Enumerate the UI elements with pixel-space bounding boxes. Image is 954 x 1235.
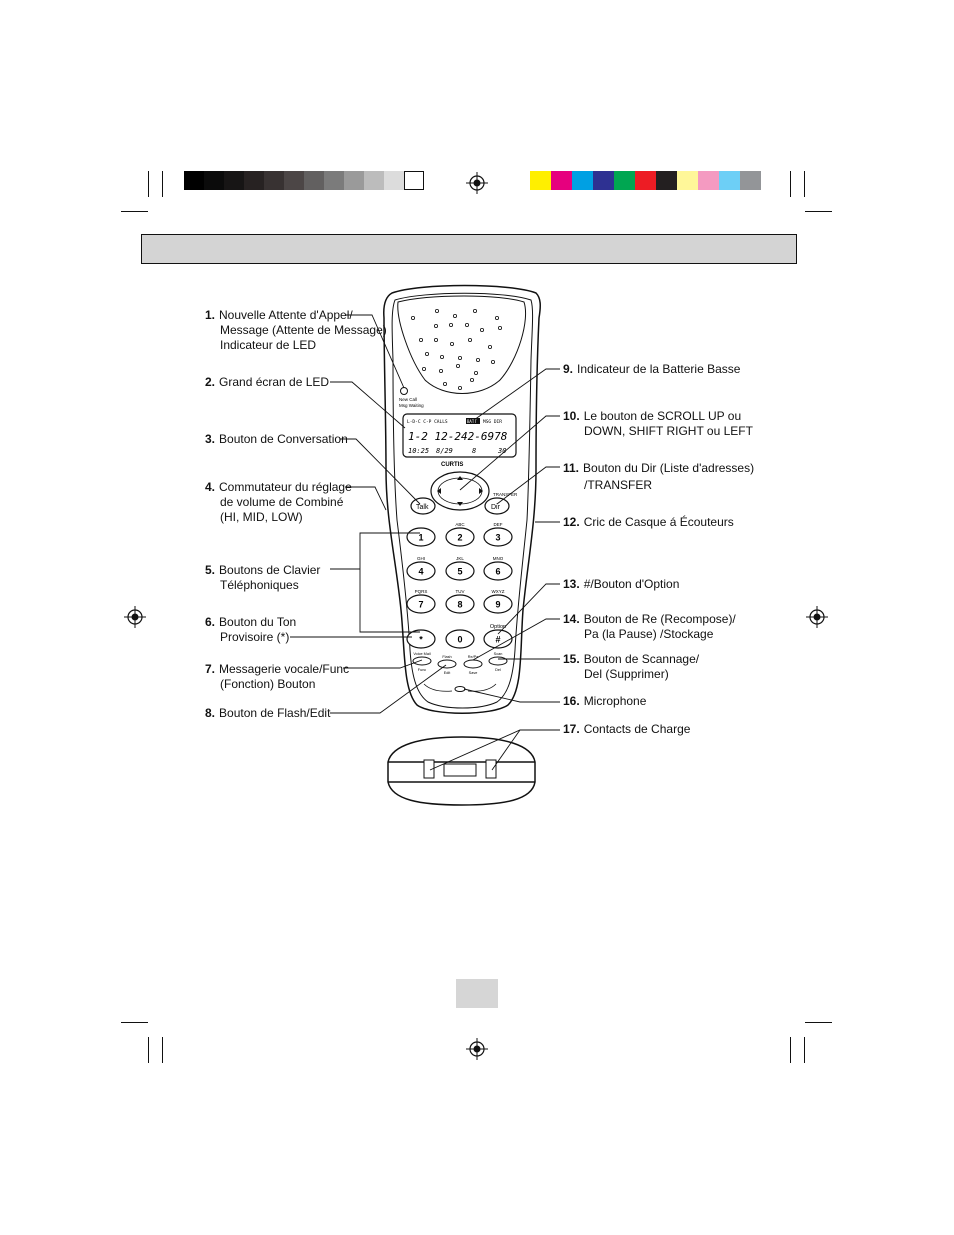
func-key-shape <box>464 660 482 668</box>
lcd-top-text: L-D-C C-P CALLS <box>407 420 448 425</box>
key-letters: ABC <box>455 522 465 527</box>
callout-14-line-2: Pa (la Pause) /Stockage <box>584 627 714 641</box>
key-star-button[interactable] <box>407 630 435 648</box>
callout-13-line-1: #/Bouton d'Option <box>583 577 680 591</box>
gray-swatch <box>404 171 424 190</box>
callout-8-line-1: Bouton de Flash/Edit <box>219 706 331 720</box>
registration-mark <box>124 606 146 628</box>
brand-logo: CURTIS <box>441 462 464 468</box>
color-swatch <box>593 171 614 190</box>
callout-1-number: 1. <box>205 308 216 322</box>
callout-6 <box>205 615 296 645</box>
registration-mark <box>806 606 828 628</box>
callout-10-line-1: Le bouton de SCROLL UP ou <box>583 409 742 423</box>
key-letters: MNO <box>492 556 504 561</box>
color-swatch <box>740 171 761 190</box>
key-digit: * <box>419 634 423 645</box>
color-swatch <box>551 171 572 190</box>
led-label-2: Msg Waiting <box>399 403 424 408</box>
callout-13 <box>563 577 679 592</box>
callout-14-number: 14. <box>563 612 580 626</box>
callout-11 <box>563 460 754 494</box>
callout-10 <box>563 409 753 439</box>
callout-2-line-1: Grand écran de LED <box>219 375 330 389</box>
callout-5 <box>205 563 320 593</box>
callout-8-number: 8. <box>205 706 216 720</box>
callout-12-number: 12. <box>563 515 580 529</box>
lcd-count: 8 <box>472 447 477 455</box>
key-1-button[interactable] <box>407 528 435 546</box>
key-letters: DEF <box>493 522 503 527</box>
callout-1-line-2: Message (Attente de Message) <box>220 323 387 337</box>
lcd-main-number: 1-2 12-242-6978 <box>408 430 508 443</box>
gray-swatch <box>364 171 384 190</box>
callout-10-line-2: DOWN, SHIFT RIGHT ou LEFT <box>584 424 753 438</box>
color-swatch <box>677 171 698 190</box>
callout-12-line-1: Cric de Casque á Écouteurs <box>583 515 734 529</box>
callout-14 <box>563 612 736 642</box>
lcd-time: 10:25 <box>408 447 430 455</box>
callout-7 <box>205 662 349 692</box>
callout-8 <box>205 706 330 721</box>
key-digit: 4 <box>418 566 424 577</box>
lcd-total: 30 <box>498 447 507 455</box>
callout-4-line-3: (HI, MID, LOW) <box>220 510 303 524</box>
callout-4-line-2: de volume de Combiné <box>220 495 344 509</box>
callout-5-line-1: Boutons de Clavier <box>219 563 321 577</box>
callout-17-line-1: Contacts de Charge <box>583 722 691 736</box>
callout-16-line-1: Microphone <box>583 694 647 708</box>
callout-11-number: 11. <box>563 461 580 475</box>
key-letters: WXYZ <box>491 589 505 594</box>
func-key-shape <box>489 657 507 665</box>
key-letters: Option <box>489 624 507 630</box>
key-letters: PQRS <box>414 589 428 594</box>
key-letters: GHI <box>416 556 426 561</box>
key-digit: 7 <box>418 599 424 610</box>
key-digit: 0 <box>457 634 463 645</box>
callout-3-line-1: Bouton de Conversation <box>219 432 348 446</box>
lcd-battery-text: BATT <box>467 419 477 424</box>
callout-11-line-1: Bouton du Dir (Liste d'adresses) <box>583 461 755 475</box>
func-key-shape <box>413 657 431 665</box>
callout-2 <box>205 375 329 390</box>
key-digit: 6 <box>495 566 501 577</box>
gray-swatch <box>244 171 264 190</box>
key-digit: 9 <box>495 599 501 610</box>
func-key-top-label: Flash <box>442 655 452 659</box>
gray-swatch <box>224 171 244 190</box>
key-digit: # <box>495 634 501 645</box>
callout-9-number: 9. <box>563 362 574 376</box>
color-swatch <box>719 171 740 190</box>
gray-swatch <box>204 171 224 190</box>
color-swatch <box>635 171 656 190</box>
key-digit: 3 <box>495 532 501 543</box>
key-digit: 1 <box>418 532 424 543</box>
func-key-bottom-label: Edit <box>443 671 451 675</box>
callout-5-line-2: Téléphoniques <box>220 578 299 592</box>
callout-16 <box>563 694 646 709</box>
callout-3-number: 3. <box>205 432 216 446</box>
color-swatch <box>614 171 635 190</box>
callout-1-line-3: Indicateur de LED <box>220 338 317 352</box>
key-digit: 5 <box>457 566 463 577</box>
callout-6-number: 6. <box>205 615 216 629</box>
callout-13-number: 13. <box>563 577 580 591</box>
led-label-1: New Call <box>399 397 418 402</box>
gray-swatch <box>184 171 204 190</box>
callout-12 <box>563 515 734 530</box>
callout-15-number: 15. <box>563 652 580 666</box>
color-swatch <box>656 171 677 190</box>
callout-4-line-1: Commutateur du réglage <box>219 480 352 494</box>
microphone <box>455 687 465 692</box>
lcd-date: 8/29 <box>436 447 453 455</box>
registration-mark <box>466 1038 488 1060</box>
dir-button-label: Dir <box>491 504 500 511</box>
gray-swatch <box>284 171 304 190</box>
func-key-top-label: Voice Mail <box>413 652 431 656</box>
callout-7-number: 7. <box>205 662 216 676</box>
gray-swatch <box>344 171 364 190</box>
key-0-button[interactable] <box>446 630 474 648</box>
page-number-box <box>456 979 498 1008</box>
callout-6-line-1: Bouton du Ton <box>219 615 297 629</box>
color-swatch <box>572 171 593 190</box>
func-key-bottom-label: Del <box>495 668 501 672</box>
talk-button-label: Talk <box>416 504 429 511</box>
key-letters: TUV <box>455 589 465 594</box>
callout-4-number: 4. <box>205 480 216 494</box>
lcd-msg-text: MSG DIR <box>483 420 502 425</box>
key-digit: 8 <box>457 599 463 610</box>
key-digit: 2 <box>457 532 463 543</box>
key-letters: JKL <box>456 556 464 561</box>
callout-16-number: 16. <box>563 694 580 708</box>
callout-9-line-1: Indicateur de la Batterie Basse <box>577 362 741 376</box>
charge-window <box>444 764 476 776</box>
callout-7-line-1: Messagerie vocale/Func <box>219 662 350 676</box>
transfer-label: TRANSFER <box>493 492 518 497</box>
callout-15 <box>563 652 699 682</box>
callout-1-line-1: Nouvelle Attente d'Appel/ <box>219 308 353 322</box>
callout-14-line-1: Bouton de Re (Recompose)/ <box>583 612 736 626</box>
callout-17 <box>563 722 690 737</box>
callout-15-line-2: Del (Supprimer) <box>584 667 669 681</box>
func-key-top-label: Re/Pa <box>467 655 479 659</box>
callout-3 <box>205 432 348 447</box>
callout-1 <box>205 308 387 353</box>
color-swatch <box>698 171 719 190</box>
callout-5-number: 5. <box>205 563 216 577</box>
callout-7-line-2: (Fonction) Bouton <box>220 677 316 691</box>
gray-swatch <box>384 171 404 190</box>
callout-2-number: 2. <box>205 375 216 389</box>
gray-swatch <box>304 171 324 190</box>
callout-4 <box>205 480 352 525</box>
func-key-top-label: Scan <box>493 652 503 656</box>
registration-mark <box>466 172 488 194</box>
callout-9 <box>563 362 740 377</box>
gray-swatch <box>264 171 284 190</box>
gray-swatch <box>324 171 344 190</box>
func-key-shape <box>438 660 456 668</box>
callout-17-number: 17. <box>563 722 580 736</box>
callout-11-line-2: /TRANSFER <box>584 478 653 492</box>
func-key-bottom-label: Save <box>468 671 478 675</box>
func-key-bottom-label: Func <box>417 668 427 672</box>
callout-15-line-1: Bouton de Scannage/ <box>583 652 700 666</box>
callout-10-number: 10. <box>563 409 580 423</box>
callout-6-line-2: Provisoire (*) <box>220 630 290 644</box>
color-swatch <box>530 171 551 190</box>
charge-contact-right <box>486 760 496 778</box>
